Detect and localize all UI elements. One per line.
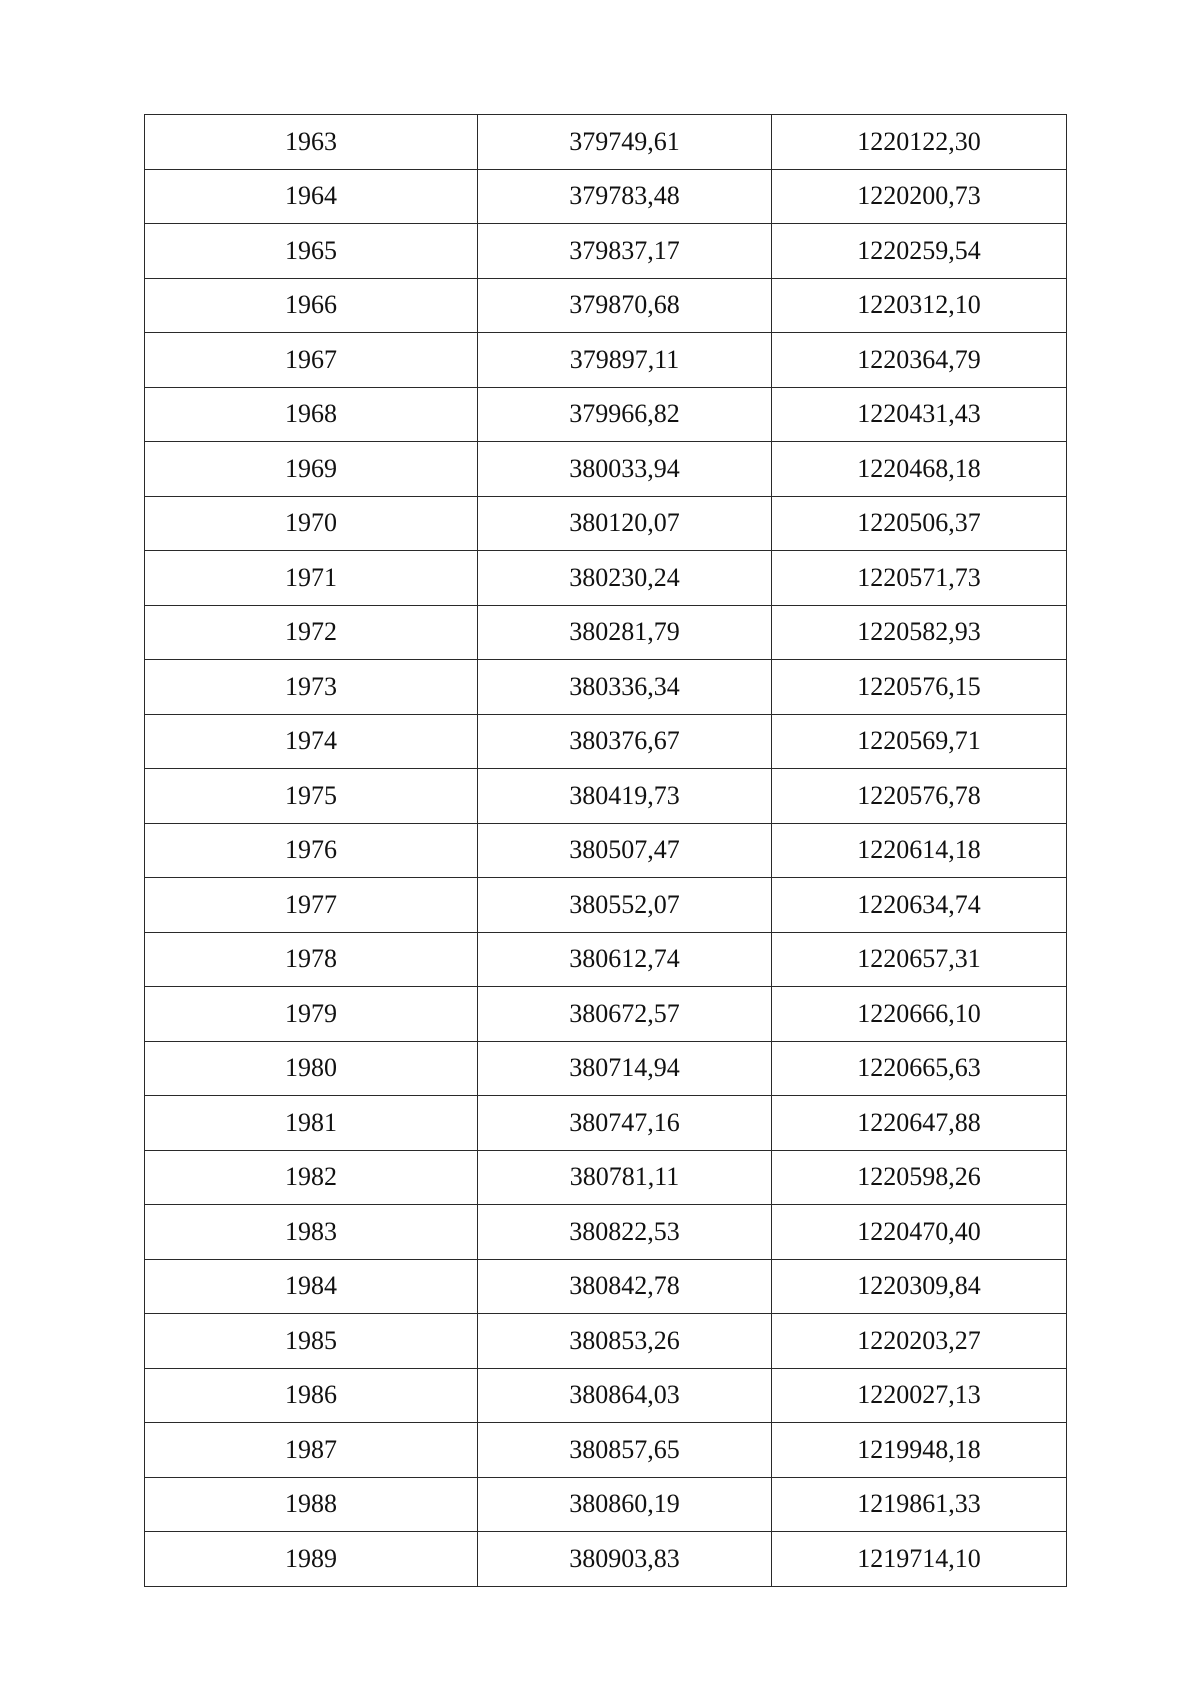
y-coordinate-cell: 1220571,73: [772, 551, 1067, 606]
x-coordinate-cell: 380864,03: [478, 1368, 772, 1423]
y-coordinate-cell: 1220634,74: [772, 878, 1067, 933]
point-number-cell: 1964: [145, 169, 478, 224]
point-number-cell: 1963: [145, 115, 478, 170]
y-coordinate-cell: 1220657,31: [772, 932, 1067, 987]
point-number-cell: 1985: [145, 1314, 478, 1369]
y-coordinate-cell: 1220506,37: [772, 496, 1067, 551]
x-coordinate-cell: 380336,34: [478, 660, 772, 715]
point-number-cell: 1978: [145, 932, 478, 987]
point-number-cell: 1982: [145, 1150, 478, 1205]
y-coordinate-cell: 1220312,10: [772, 278, 1067, 333]
table-row: [145, 1532, 1067, 1587]
y-coordinate-cell: 1219948,18: [772, 1423, 1067, 1478]
x-coordinate-cell: 380842,78: [478, 1259, 772, 1314]
y-coordinate-cell: 1220203,27: [772, 1314, 1067, 1369]
table-row: [145, 333, 1067, 388]
table-row: [145, 387, 1067, 442]
table-row: [145, 496, 1067, 551]
y-coordinate-cell: 1220576,15: [772, 660, 1067, 715]
x-coordinate-cell: 380552,07: [478, 878, 772, 933]
x-coordinate-cell: 380230,24: [478, 551, 772, 606]
y-coordinate-cell: 1220470,40: [772, 1205, 1067, 1260]
x-coordinate-cell: 380860,19: [478, 1477, 772, 1532]
table-row: [145, 823, 1067, 878]
point-number-cell: 1974: [145, 714, 478, 769]
y-coordinate-cell: 1220666,10: [772, 987, 1067, 1042]
point-number-cell: 1988: [145, 1477, 478, 1532]
y-coordinate-cell: 1219714,10: [772, 1532, 1067, 1587]
y-coordinate-cell: 1220364,79: [772, 333, 1067, 388]
x-coordinate-cell: 380281,79: [478, 605, 772, 660]
x-coordinate-cell: 380822,53: [478, 1205, 772, 1260]
table-row: [145, 1477, 1067, 1532]
table-row: [145, 1041, 1067, 1096]
table-body: [145, 115, 1067, 1587]
x-coordinate-cell: 380612,74: [478, 932, 772, 987]
table-row: [145, 1259, 1067, 1314]
y-coordinate-cell: 1220614,18: [772, 823, 1067, 878]
table-row: [145, 551, 1067, 606]
y-coordinate-cell: 1220431,43: [772, 387, 1067, 442]
point-number-cell: 1975: [145, 769, 478, 824]
y-coordinate-cell: 1220259,54: [772, 224, 1067, 279]
y-coordinate-cell: 1220647,88: [772, 1096, 1067, 1151]
point-number-cell: 1980: [145, 1041, 478, 1096]
x-coordinate-cell: 379783,48: [478, 169, 772, 224]
table-row: [145, 1150, 1067, 1205]
table-row: [145, 878, 1067, 933]
x-coordinate-cell: 380857,65: [478, 1423, 772, 1478]
table-row: [145, 278, 1067, 333]
point-number-cell: 1989: [145, 1532, 478, 1587]
y-coordinate-cell: 1220309,84: [772, 1259, 1067, 1314]
table-row: [145, 660, 1067, 715]
table-row: [145, 442, 1067, 497]
table-row: [145, 1096, 1067, 1151]
y-coordinate-cell: 1220569,71: [772, 714, 1067, 769]
point-number-cell: 1973: [145, 660, 478, 715]
table-row: [145, 605, 1067, 660]
y-coordinate-cell: 1219861,33: [772, 1477, 1067, 1532]
x-coordinate-cell: 379837,17: [478, 224, 772, 279]
x-coordinate-cell: 380419,73: [478, 769, 772, 824]
point-number-cell: 1983: [145, 1205, 478, 1260]
point-number-cell: 1984: [145, 1259, 478, 1314]
table-row: [145, 932, 1067, 987]
table-row: [145, 1368, 1067, 1423]
point-number-cell: 1981: [145, 1096, 478, 1151]
point-number-cell: 1967: [145, 333, 478, 388]
x-coordinate-cell: 380781,11: [478, 1150, 772, 1205]
point-number-cell: 1972: [145, 605, 478, 660]
point-number-cell: 1969: [145, 442, 478, 497]
point-number-cell: 1966: [145, 278, 478, 333]
table-row: [145, 1423, 1067, 1478]
coordinates-table: [144, 114, 1067, 1587]
table-row: [145, 769, 1067, 824]
table-row: [145, 1314, 1067, 1369]
x-coordinate-cell: 379749,61: [478, 115, 772, 170]
table-row: [145, 169, 1067, 224]
point-number-cell: 1965: [145, 224, 478, 279]
table-row: [145, 115, 1067, 170]
point-number-cell: 1970: [145, 496, 478, 551]
x-coordinate-cell: 380747,16: [478, 1096, 772, 1151]
x-coordinate-cell: 379966,82: [478, 387, 772, 442]
table-row: [145, 224, 1067, 279]
point-number-cell: 1977: [145, 878, 478, 933]
y-coordinate-cell: 1220200,73: [772, 169, 1067, 224]
y-coordinate-cell: 1220468,18: [772, 442, 1067, 497]
point-number-cell: 1986: [145, 1368, 478, 1423]
x-coordinate-cell: 379897,11: [478, 333, 772, 388]
point-number-cell: 1976: [145, 823, 478, 878]
x-coordinate-cell: 380507,47: [478, 823, 772, 878]
x-coordinate-cell: 380714,94: [478, 1041, 772, 1096]
x-coordinate-cell: 380120,07: [478, 496, 772, 551]
x-coordinate-cell: 380376,67: [478, 714, 772, 769]
x-coordinate-cell: 380903,83: [478, 1532, 772, 1587]
y-coordinate-cell: 1220027,13: [772, 1368, 1067, 1423]
point-number-cell: 1968: [145, 387, 478, 442]
table-row: [145, 987, 1067, 1042]
x-coordinate-cell: 380853,26: [478, 1314, 772, 1369]
x-coordinate-cell: 380672,57: [478, 987, 772, 1042]
y-coordinate-cell: 1220122,30: [772, 115, 1067, 170]
y-coordinate-cell: 1220582,93: [772, 605, 1067, 660]
y-coordinate-cell: 1220598,26: [772, 1150, 1067, 1205]
x-coordinate-cell: 379870,68: [478, 278, 772, 333]
table-row: [145, 714, 1067, 769]
x-coordinate-cell: 380033,94: [478, 442, 772, 497]
y-coordinate-cell: 1220665,63: [772, 1041, 1067, 1096]
table-row: [145, 1205, 1067, 1260]
point-number-cell: 1971: [145, 551, 478, 606]
point-number-cell: 1987: [145, 1423, 478, 1478]
y-coordinate-cell: 1220576,78: [772, 769, 1067, 824]
point-number-cell: 1979: [145, 987, 478, 1042]
